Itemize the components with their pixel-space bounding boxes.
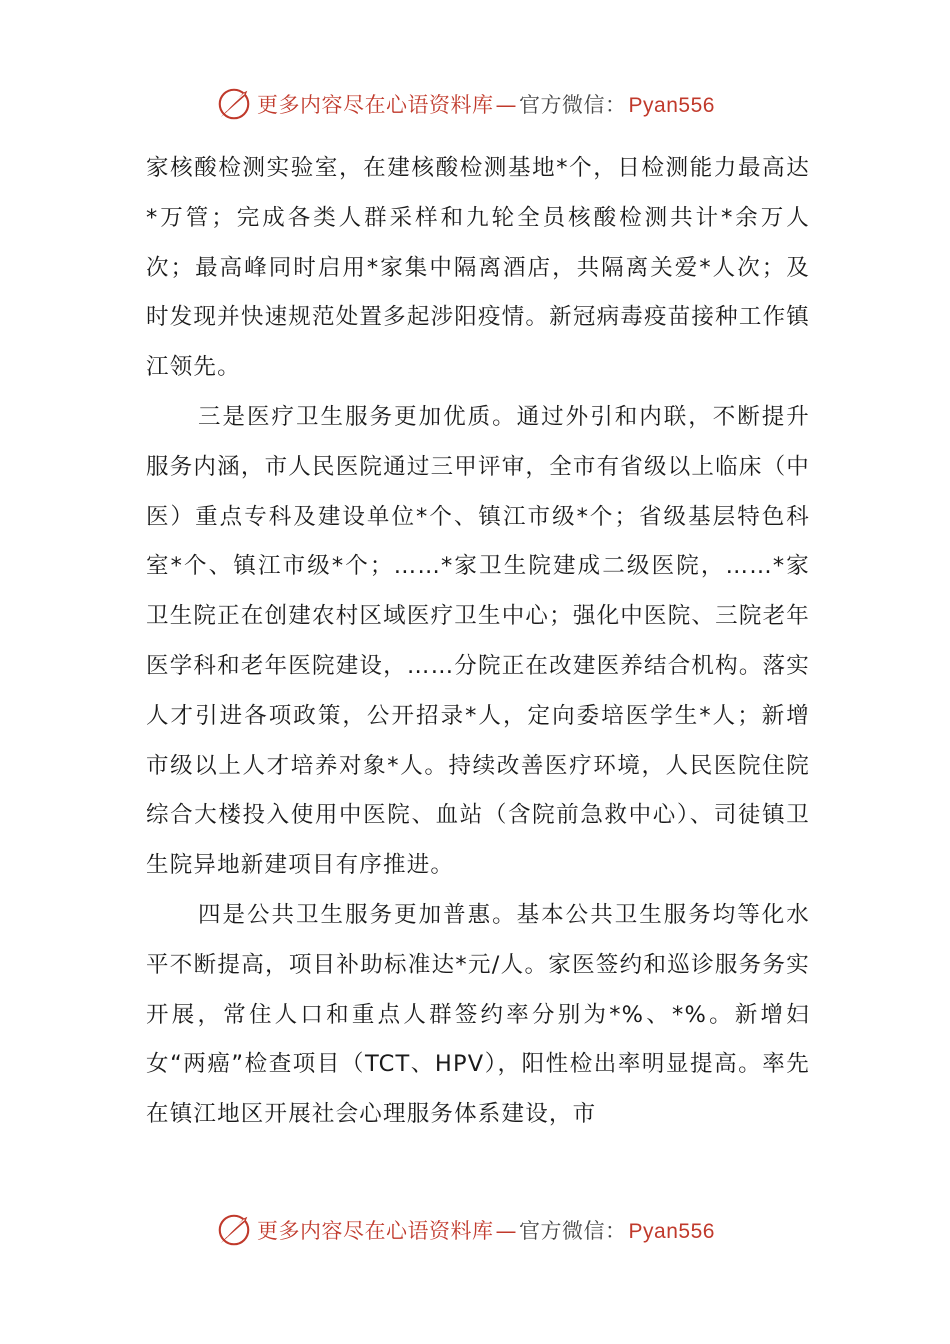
banner-wechat-label: 官方微信：: [519, 1219, 627, 1243]
paragraph-3: 四是公共卫生服务更加普惠。基本公共卫生服务均等化水平不断提高，项目补助标准达*元/人。家医签约和巡诊服务务实开展，常住人口和重点人群签约率分别为*%、*%。新增妇女“两癌”检查项目（TCT、HPV），阳性检出率明显提高。率先在镇江地区开展社会心理服务体系建设，市: [146, 901, 810, 1128]
banner-dash: —: [495, 1219, 518, 1243]
banner-dash: —: [495, 93, 518, 117]
header-banner: [0, 82, 950, 126]
banner-wechat-id: Pyan556: [628, 1220, 715, 1243]
banner-wechat-id: Pyan556: [628, 94, 715, 117]
paragraph-2: 三是医疗卫生服务更加优质。通过外引和内联，不断提升服务内涵，市人民医院通过三甲评审，全市有省级以上临床（中医）重点专科及建设单位*个、镇江市级*个；省级基层特色科室*个、镇江市级*个；……*家卫生院建成二级医院，……*家卫生院正在创建农村区域医疗卫生中心；强化中医院、三院老年医学科和老年医院建设，……分院正在改建医养结合机构。落实人才引进各项政策，公开招录*人，定向委培医学生*人；新增市级以上人才培养对象*人。持续改善医疗环境，人民医院住院综合大楼投入使用中医院、血站（含院前急救中心）、司徒镇卫生院异地新建项目有序推进。: [146, 403, 810, 879]
paragraph-1: 家核酸检测实验室，在建核酸检测基地*个，日检测能力最高达*万管；完成各类人群采样和九轮全员核酸检测共计*余万人次；最高峰同时启用*家集中隔离酒店，共隔离关爱*人次；及时发现并快速规范处置多起涉阳疫情。新冠病毒疫苗接种工作镇江领先。: [146, 155, 810, 381]
quill-logo-icon: [215, 85, 253, 123]
document-body: [146, 144, 810, 1140]
banner-main-text: 更多内容尽在心语资料库: [257, 1219, 494, 1243]
quill-logo-icon: [215, 1211, 253, 1249]
banner-text: [257, 1215, 715, 1245]
footer-banner: [0, 1208, 950, 1252]
banner-text: [257, 89, 715, 119]
banner-main-text: 更多内容尽在心语资料库: [257, 93, 494, 117]
banner-wechat-label: 官方微信：: [519, 93, 627, 117]
